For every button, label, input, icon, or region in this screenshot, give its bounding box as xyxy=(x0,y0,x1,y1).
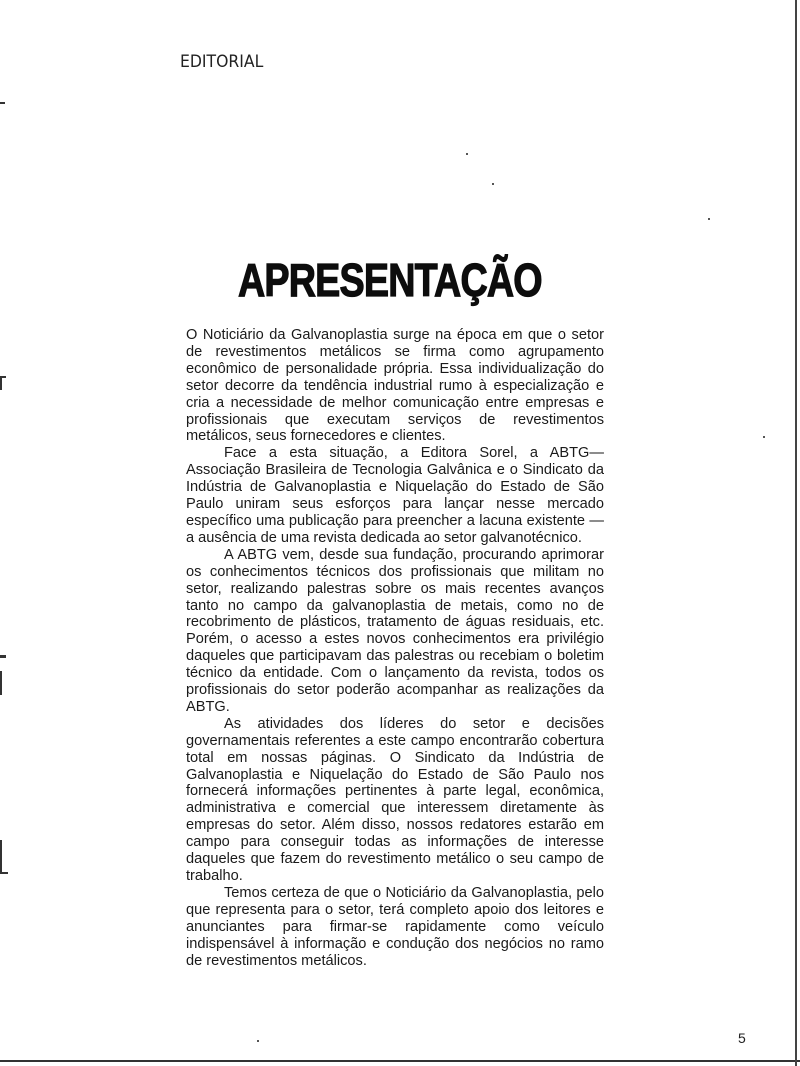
print-speck xyxy=(492,183,494,185)
paragraph: A ABTG vem, desde sua fundação, procurando aprimorar os conhecimentos técnicos dos profissionais que militam no setor, realizando palestras sobre os mais recentes avanços tanto no campo da galvanoplastia de metais, como no de recobrimento de plásticos, tratamento de águas residuais, etc. Porém, o acesso a estes novos conhecimentos era privilégio daqueles que participavam das palestras ou recebiam o boletim técnico da entidade. Com o lançamento da revista, todos os profissionais do setor poderão acompanhar as realizações da ABTG. xyxy=(186,546,604,715)
print-speck xyxy=(257,1040,259,1042)
paragraph: Temos certeza de que o Noticiário da Galvanoplastia, pelo que representa para o setor, terá completo apoio dos leitores e anunciantes para firmar-se rapidamente como veículo indispensável à informação e condução dos negócios no ramo de revestimentos metálicos. xyxy=(186,884,604,969)
bottom-border xyxy=(0,1060,800,1062)
page-number: 5 xyxy=(738,1030,746,1046)
binding-mark xyxy=(0,671,2,695)
paragraph: As atividades dos líderes do setor e decisões governamentais referentes a este campo encontrarão cobertura total em nossas páginas. O Sindicato da Indústria de Galvanoplastia e Niquelação do Estado de São Paulo nos fornecerá informações pertinentes à parte legal, econômica, administrativa e comercial que interessem diretamente às empresas do setor. Além disso, nossos redatores estarão em campo para conseguir todas as informações de interesse daqueles que fazem do revestimento metálico o seu campo de trabalho. xyxy=(186,715,604,884)
section-label: EDITORIAL xyxy=(180,52,264,72)
article-title: APRESENTAÇÃO xyxy=(238,253,542,306)
right-border xyxy=(795,0,797,1066)
binding-mark xyxy=(0,655,6,658)
binding-mark xyxy=(0,102,5,104)
article-body xyxy=(186,327,604,969)
binding-mark xyxy=(0,872,8,874)
print-speck xyxy=(763,436,765,438)
print-speck xyxy=(708,218,710,220)
print-speck xyxy=(466,153,468,155)
paragraph: Face a esta situação, a Editora Sorel, a ABTG—Associação Brasileira de Tecnologia Galvânica e o Sindicato da Indústria de Galvanoplastia e Niquelação do Estado de São Paulo uniram seus esforços para lançar nesse mercado específico uma publicação para preencher a lacuna existente — a ausência de uma revista dedicada ao setor galvanotécnico. xyxy=(186,445,604,546)
binding-mark xyxy=(0,378,2,390)
binding-mark xyxy=(0,840,2,874)
paragraph: O Noticiário da Galvanoplastia surge na época em que o setor de revestimentos metálicos se firma como agrupamento econômico de personalidade própria. Essa individualização do setor decorre da tendência industrial rumo à especialização e cria a necessidade de melhor comunicação entre empresas e profissionais que executam serviços de revestimentos metálicos, seus fornecedores e clientes. xyxy=(186,327,604,445)
